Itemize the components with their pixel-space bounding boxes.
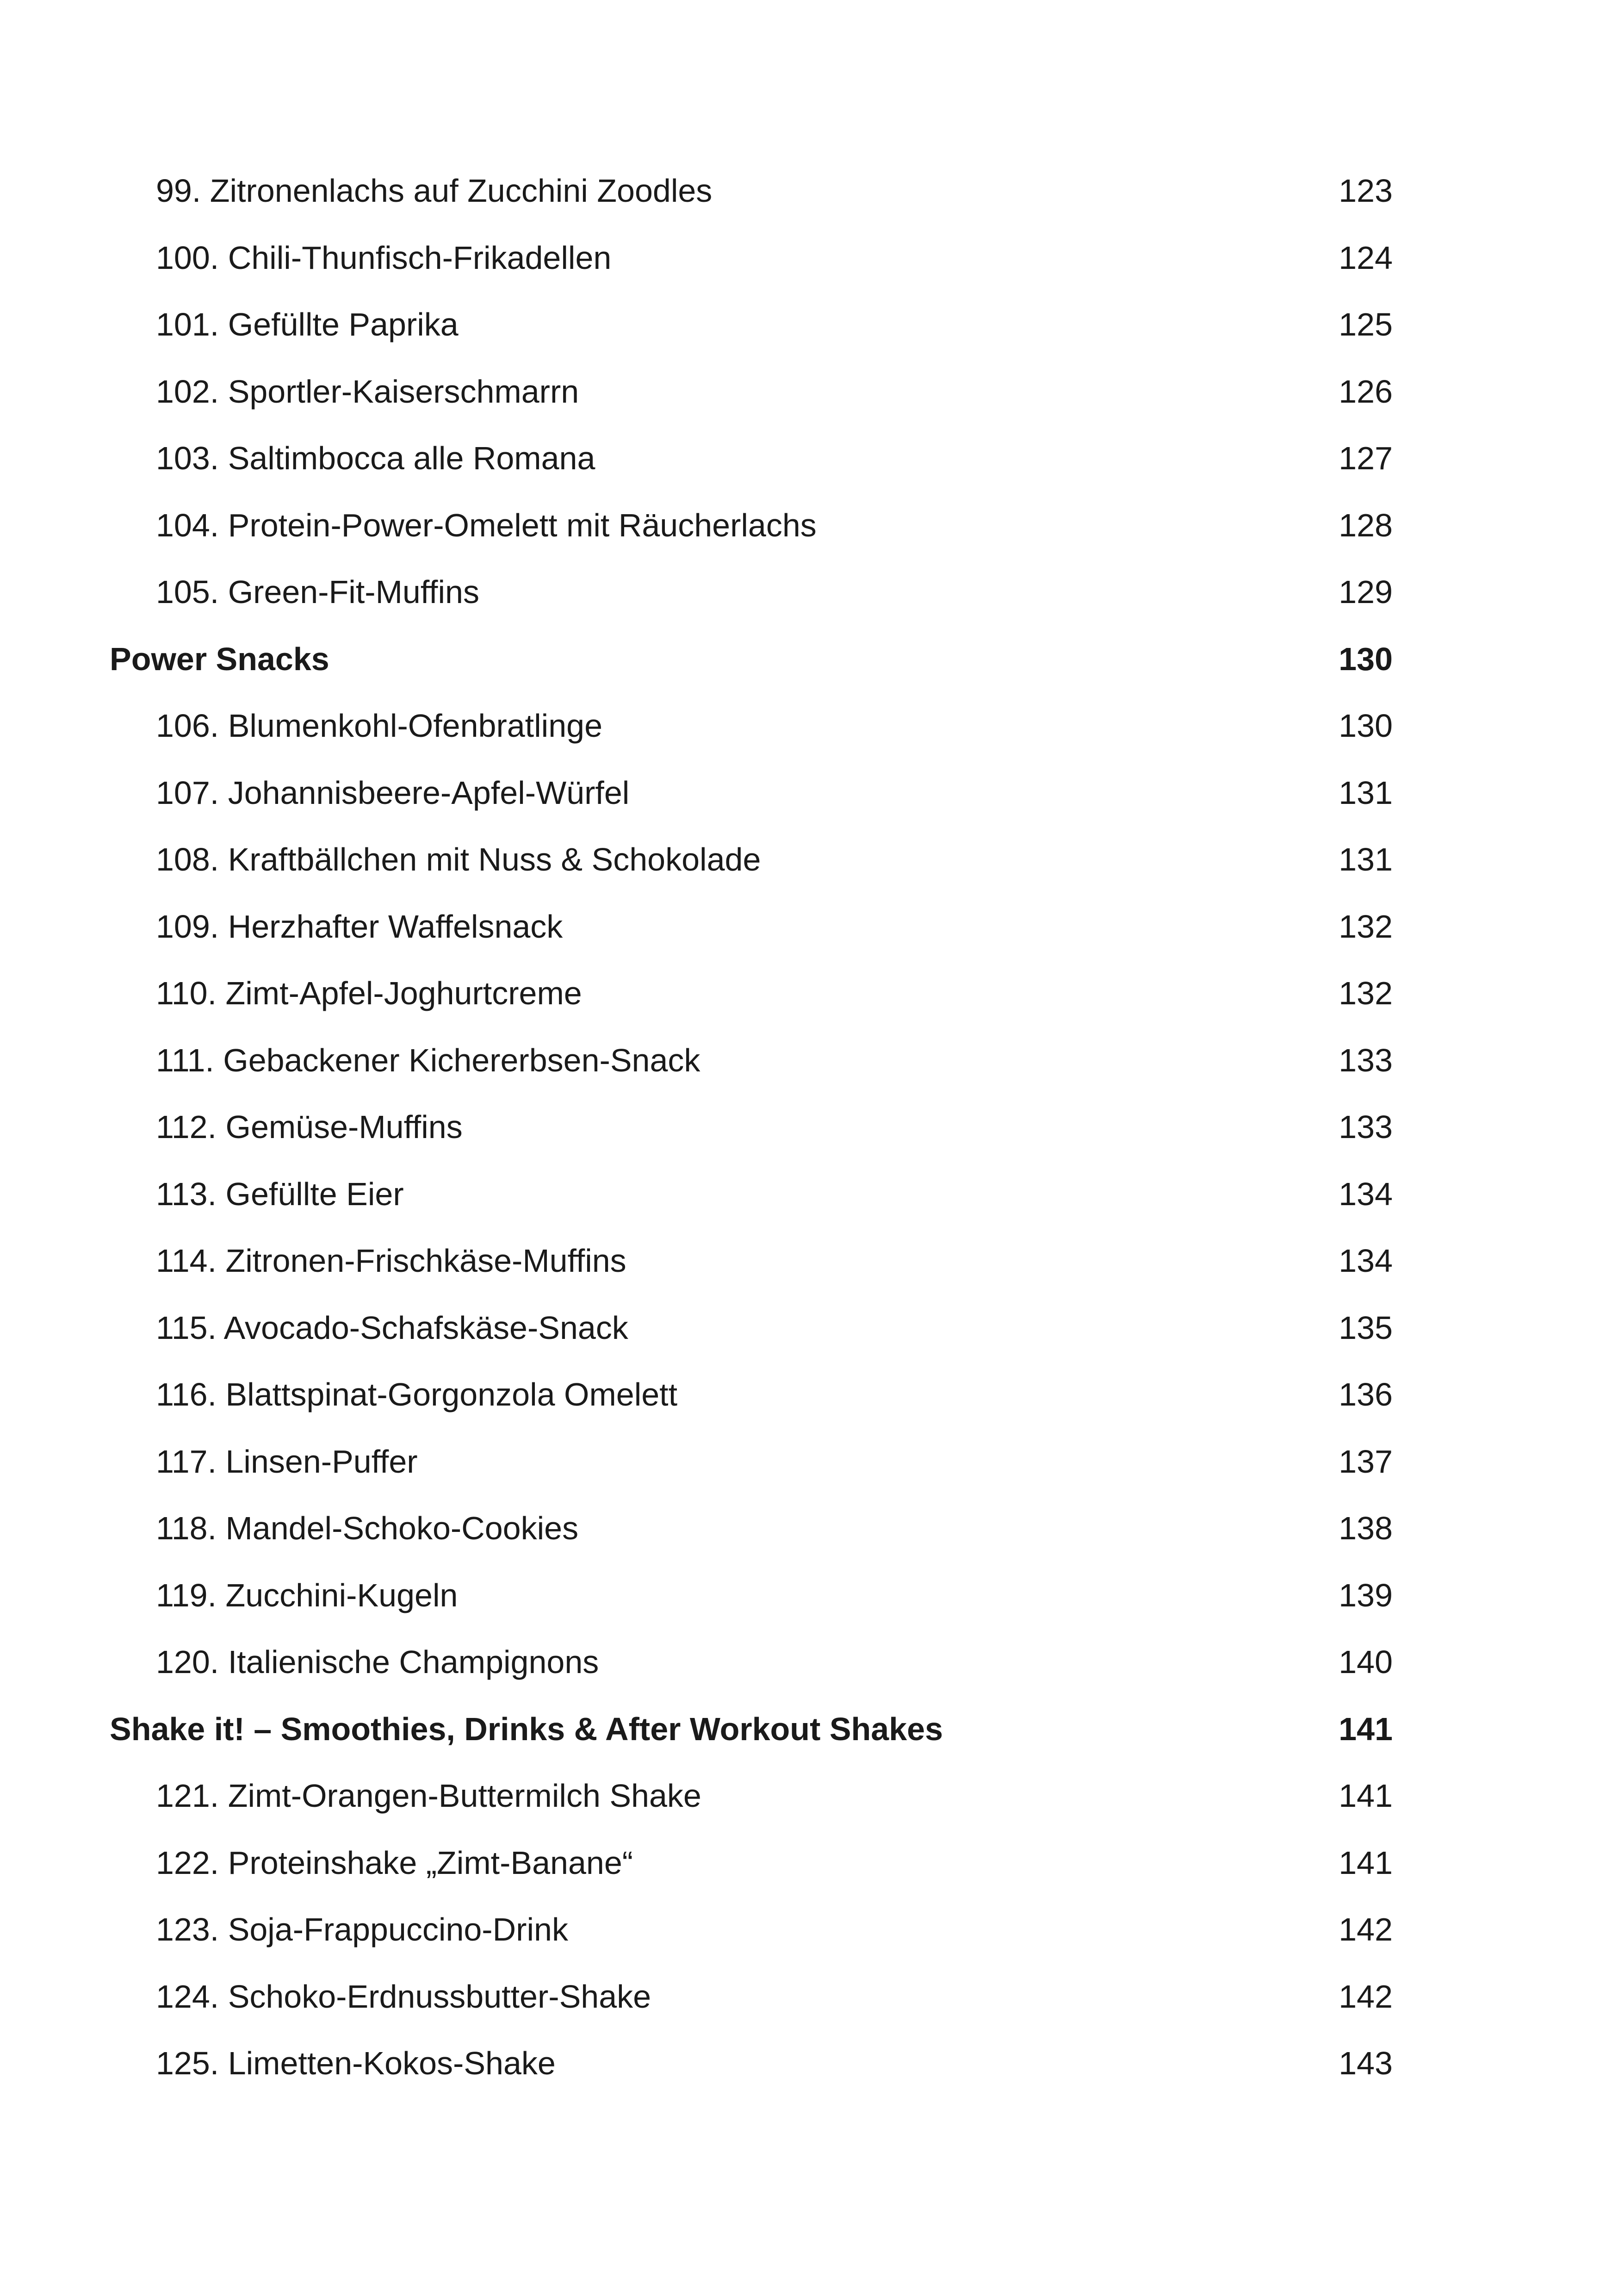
toc-page-number: 141 bbox=[1333, 1829, 1393, 1897]
toc-row[interactable] bbox=[110, 157, 1393, 224]
toc-page-number: 134 bbox=[1333, 1161, 1393, 1228]
toc-title: 125. Limetten-Kokos-Shake bbox=[156, 2030, 558, 2097]
toc-page-number: 126 bbox=[1333, 358, 1393, 425]
toc-page-number: 134 bbox=[1333, 1227, 1393, 1294]
toc-title: 114. Zitronen-Frischkäse-Muffins bbox=[156, 1227, 629, 1294]
toc-row[interactable] bbox=[110, 1896, 1393, 1963]
toc-row[interactable] bbox=[110, 358, 1393, 425]
toc-row[interactable] bbox=[110, 826, 1393, 893]
toc-page-number: 142 bbox=[1333, 1896, 1393, 1963]
toc-row[interactable] bbox=[110, 492, 1393, 559]
toc-title: 107. Johannisbeere-Apfel-Würfel bbox=[156, 759, 632, 827]
toc-title: 117. Linsen-Puffer bbox=[156, 1428, 421, 1495]
toc-title: 104. Protein-Power-Omelett mit Räucherlachs bbox=[156, 492, 819, 559]
toc-row[interactable] bbox=[110, 1428, 1393, 1495]
toc-page-number: 127 bbox=[1333, 425, 1393, 492]
toc-row[interactable] bbox=[110, 1629, 1393, 1696]
toc-title: 103. Saltimbocca alle Romana bbox=[156, 425, 598, 492]
toc-page-number: 133 bbox=[1333, 1094, 1393, 1161]
toc-row[interactable] bbox=[110, 1963, 1393, 2030]
toc-title: 102. Sportler-Kaiserschmarrn bbox=[156, 358, 582, 425]
toc-row[interactable] bbox=[110, 425, 1393, 492]
toc-row[interactable] bbox=[110, 1829, 1393, 1897]
toc-title: 122. Proteinshake „Zimt-Banane“ bbox=[156, 1829, 636, 1897]
toc-title: 111. Gebackener Kichererbsen-Snack bbox=[156, 1027, 703, 1094]
toc-page-number: 123 bbox=[1333, 157, 1393, 224]
toc-row[interactable] bbox=[110, 960, 1393, 1027]
toc-title: 115. Avocado-Schafskäse-Snack bbox=[156, 1294, 631, 1362]
toc-section-row[interactable] bbox=[110, 626, 1393, 693]
toc-row[interactable] bbox=[110, 692, 1393, 759]
toc-page-number: 139 bbox=[1333, 1562, 1393, 1629]
toc-title: 120. Italienische Champignons bbox=[156, 1629, 601, 1696]
toc-title: 110. Zimt-Apfel-Joghurtcreme bbox=[156, 960, 585, 1027]
toc-page-number: 140 bbox=[1333, 1629, 1393, 1696]
toc-page-number: 125 bbox=[1333, 291, 1393, 358]
toc-page-number: 131 bbox=[1333, 826, 1393, 893]
toc-row[interactable] bbox=[110, 1495, 1393, 1562]
toc-title: 101. Gefüllte Paprika bbox=[156, 291, 461, 358]
toc-title: 99. Zitronenlachs auf Zucchini Zoodles bbox=[156, 157, 715, 224]
table-of-contents bbox=[110, 157, 1393, 2097]
toc-title: 124. Schoko-Erdnussbutter-Shake bbox=[156, 1963, 654, 2030]
toc-page-number: 130 bbox=[1333, 626, 1393, 693]
toc-row[interactable] bbox=[110, 893, 1393, 960]
toc-title: 123. Soja-Frappuccino-Drink bbox=[156, 1896, 571, 1963]
toc-page-number: 143 bbox=[1333, 2030, 1393, 2097]
toc-row[interactable] bbox=[110, 224, 1393, 292]
toc-title: 121. Zimt-Orangen-Buttermilch Shake bbox=[156, 1762, 704, 1829]
toc-row[interactable] bbox=[110, 1762, 1393, 1829]
toc-page-number: 133 bbox=[1333, 1027, 1393, 1094]
toc-page-number: 141 bbox=[1333, 1696, 1393, 1763]
toc-row[interactable] bbox=[110, 1027, 1393, 1094]
toc-section-title: Power Snacks bbox=[110, 626, 332, 693]
toc-title: 108. Kraftbällchen mit Nuss & Schokolade bbox=[156, 826, 763, 893]
toc-title: 109. Herzhafter Waffelsnack bbox=[156, 893, 565, 960]
toc-row[interactable] bbox=[110, 1161, 1393, 1228]
toc-page-number: 131 bbox=[1333, 759, 1393, 827]
toc-title: 100. Chili-Thunfisch-Frikadellen bbox=[156, 224, 614, 292]
toc-title: 119. Zucchini-Kugeln bbox=[156, 1562, 460, 1629]
toc-row[interactable] bbox=[110, 1094, 1393, 1161]
toc-row[interactable] bbox=[110, 759, 1393, 827]
toc-title: 118. Mandel-Schoko-Cookies bbox=[156, 1495, 581, 1562]
toc-page-number: 141 bbox=[1333, 1762, 1393, 1829]
toc-page-number: 142 bbox=[1333, 1963, 1393, 2030]
toc-title: 112. Gemüse-Muffins bbox=[156, 1094, 465, 1161]
toc-page-number: 135 bbox=[1333, 1294, 1393, 1362]
toc-row[interactable] bbox=[110, 2030, 1393, 2097]
toc-title: 113. Gefüllte Eier bbox=[156, 1161, 407, 1228]
toc-title: 105. Green-Fit-Muffins bbox=[156, 559, 482, 626]
toc-page-number: 124 bbox=[1333, 224, 1393, 292]
toc-page-number: 130 bbox=[1333, 692, 1393, 759]
toc-page-number: 136 bbox=[1333, 1361, 1393, 1428]
toc-section-title: Shake it! – Smoothies, Drinks & After Workout Shakes bbox=[110, 1696, 946, 1763]
toc-page-number: 129 bbox=[1333, 559, 1393, 626]
toc-row[interactable] bbox=[110, 1294, 1393, 1362]
toc-page-number: 138 bbox=[1333, 1495, 1393, 1562]
toc-row[interactable] bbox=[110, 1562, 1393, 1629]
toc-page-number: 128 bbox=[1333, 492, 1393, 559]
toc-page-number: 132 bbox=[1333, 960, 1393, 1027]
toc-page-number: 137 bbox=[1333, 1428, 1393, 1495]
toc-title: 116. Blattspinat-Gorgonzola Omelett bbox=[156, 1361, 680, 1428]
toc-row[interactable] bbox=[110, 1227, 1393, 1294]
toc-section-row[interactable] bbox=[110, 1696, 1393, 1763]
toc-row[interactable] bbox=[110, 1361, 1393, 1428]
toc-title: 106. Blumenkohl-Ofenbratlinge bbox=[156, 692, 605, 759]
toc-row[interactable] bbox=[110, 291, 1393, 358]
toc-page-number: 132 bbox=[1333, 893, 1393, 960]
toc-row[interactable] bbox=[110, 559, 1393, 626]
